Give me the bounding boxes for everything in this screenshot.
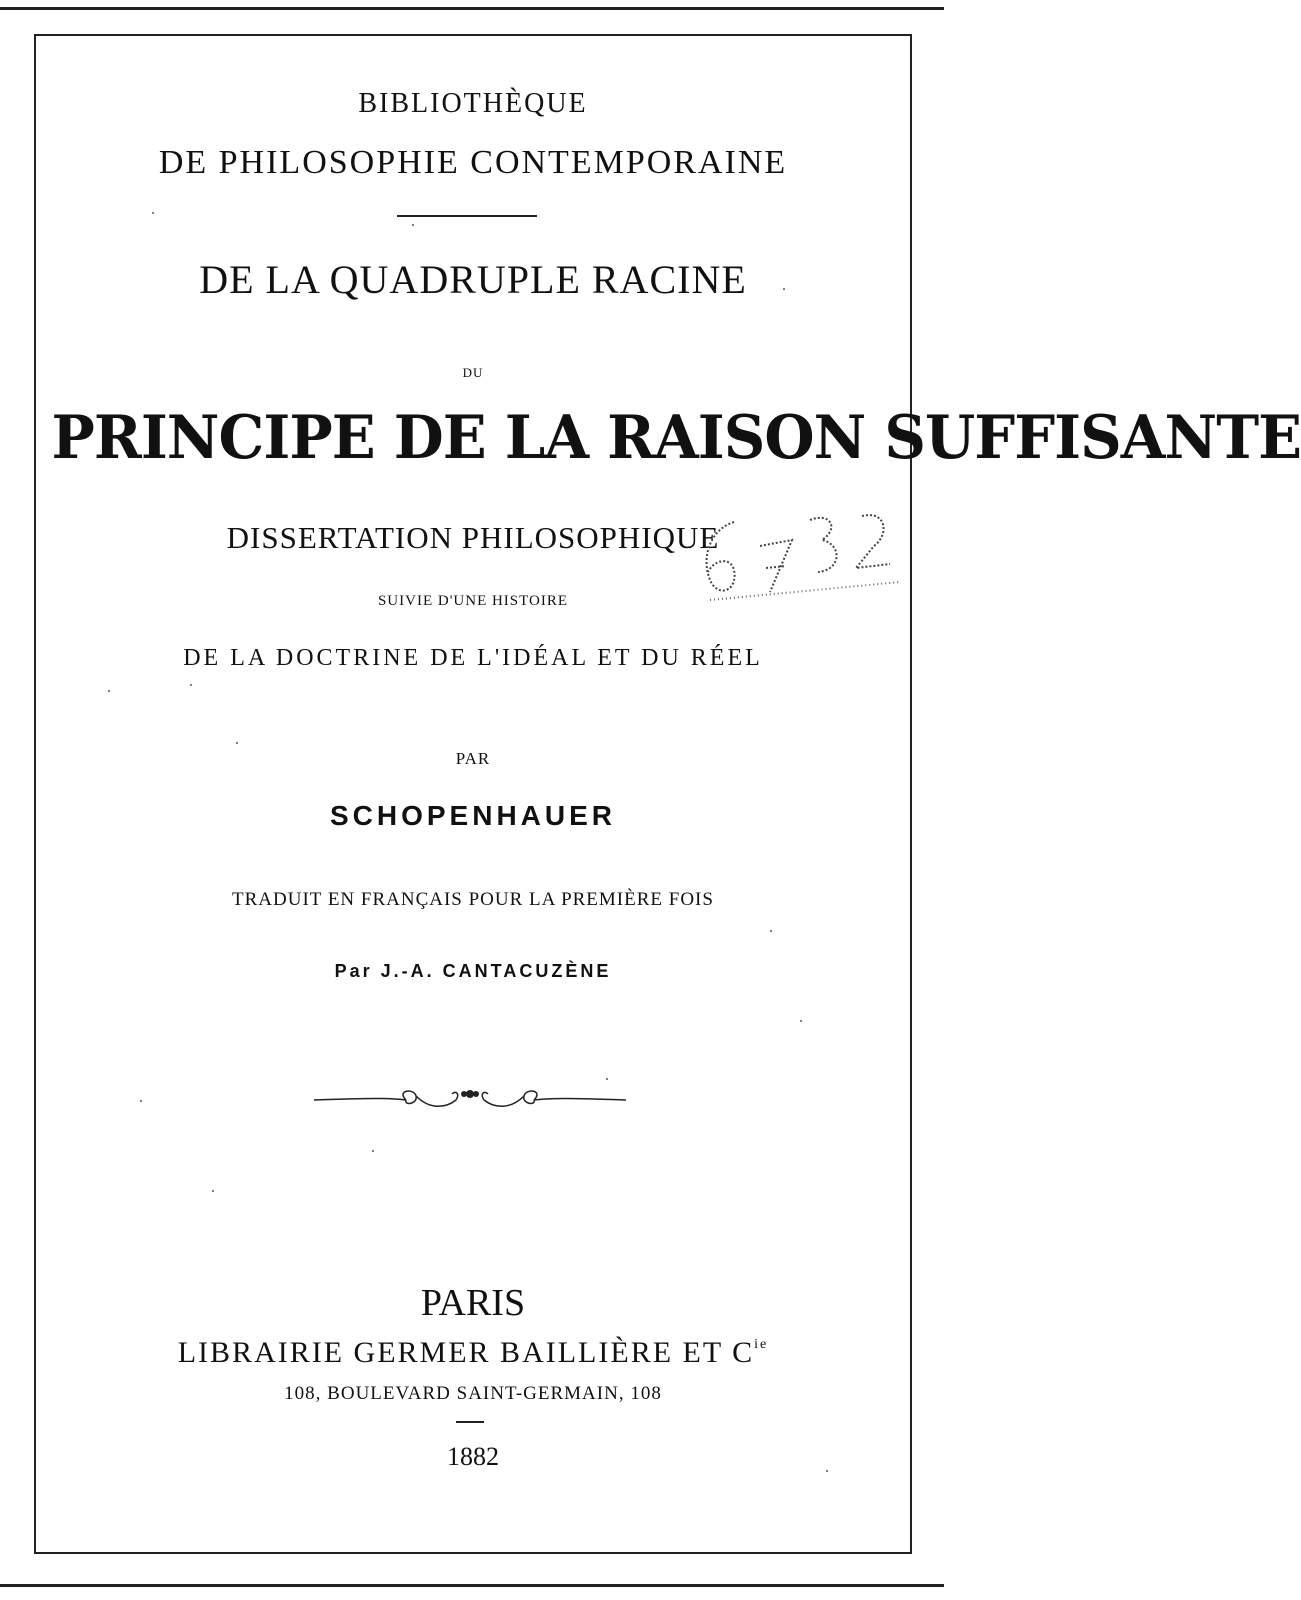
book-title-main: PRINCIPE DE LA RAISON SUFFISANTE xyxy=(51,403,1301,473)
doctrine-subtitle: DE LA DOCTRINE DE L'IDÉAL ET DU RÉEL xyxy=(183,645,763,671)
series-title-line2: DE PHILOSOPHIE CONTEMPORAINE xyxy=(158,144,788,181)
paper-speck xyxy=(826,1470,828,1472)
publisher-name: LIBRAIRIE GERMER BAILLIÈRE ET C xyxy=(177,1336,755,1369)
paper-speck xyxy=(412,224,414,226)
book-subtitle: DISSERTATION PHILOSOPHIQUE xyxy=(226,520,720,555)
imprint-city: PARIS xyxy=(420,1282,526,1324)
imprint-publisher xyxy=(34,1338,912,1368)
paper-speck xyxy=(770,930,772,932)
ornament-flourish-icon xyxy=(310,1078,630,1120)
paper-speck xyxy=(783,288,785,290)
translator-credit: Par J.-A. CANTACUZÈNE xyxy=(334,961,612,981)
publisher-superscript: ie xyxy=(754,1337,769,1352)
paper-speck xyxy=(236,742,238,744)
paper-speck xyxy=(152,212,154,214)
paper-speck xyxy=(800,1020,802,1022)
publication-year: 1882 xyxy=(447,1442,499,1471)
book-title-line1: DE LA QUADRUPLE RACINE xyxy=(199,257,747,302)
paper-speck xyxy=(108,690,110,692)
author-name: SCHOPENHAUER xyxy=(329,800,617,831)
handwritten-catalog-number-icon xyxy=(690,500,910,620)
paper-speck xyxy=(140,1100,142,1102)
paper-speck xyxy=(606,1078,608,1080)
page-top-edge xyxy=(0,0,944,10)
series-title-line1: BIBLIOTHÈQUE xyxy=(358,88,588,119)
translation-note: TRADUIT EN FRANÇAIS POUR LA PREMIÈRE FOIS xyxy=(232,889,714,910)
paper-speck xyxy=(372,1150,374,1152)
section-divider xyxy=(397,215,537,217)
paper-speck xyxy=(212,1190,214,1192)
paper-speck xyxy=(190,684,192,686)
subtitle-continuation: SUIVIE D'UNE HISTOIRE xyxy=(377,593,569,609)
book-title-connector: DU xyxy=(462,365,484,380)
page-bottom-edge xyxy=(0,1584,944,1590)
imprint-divider xyxy=(456,1421,484,1423)
by-label: PAR xyxy=(455,749,491,768)
imprint-address: 108, BOULEVARD SAINT-GERMAIN, 108 xyxy=(284,1383,662,1404)
